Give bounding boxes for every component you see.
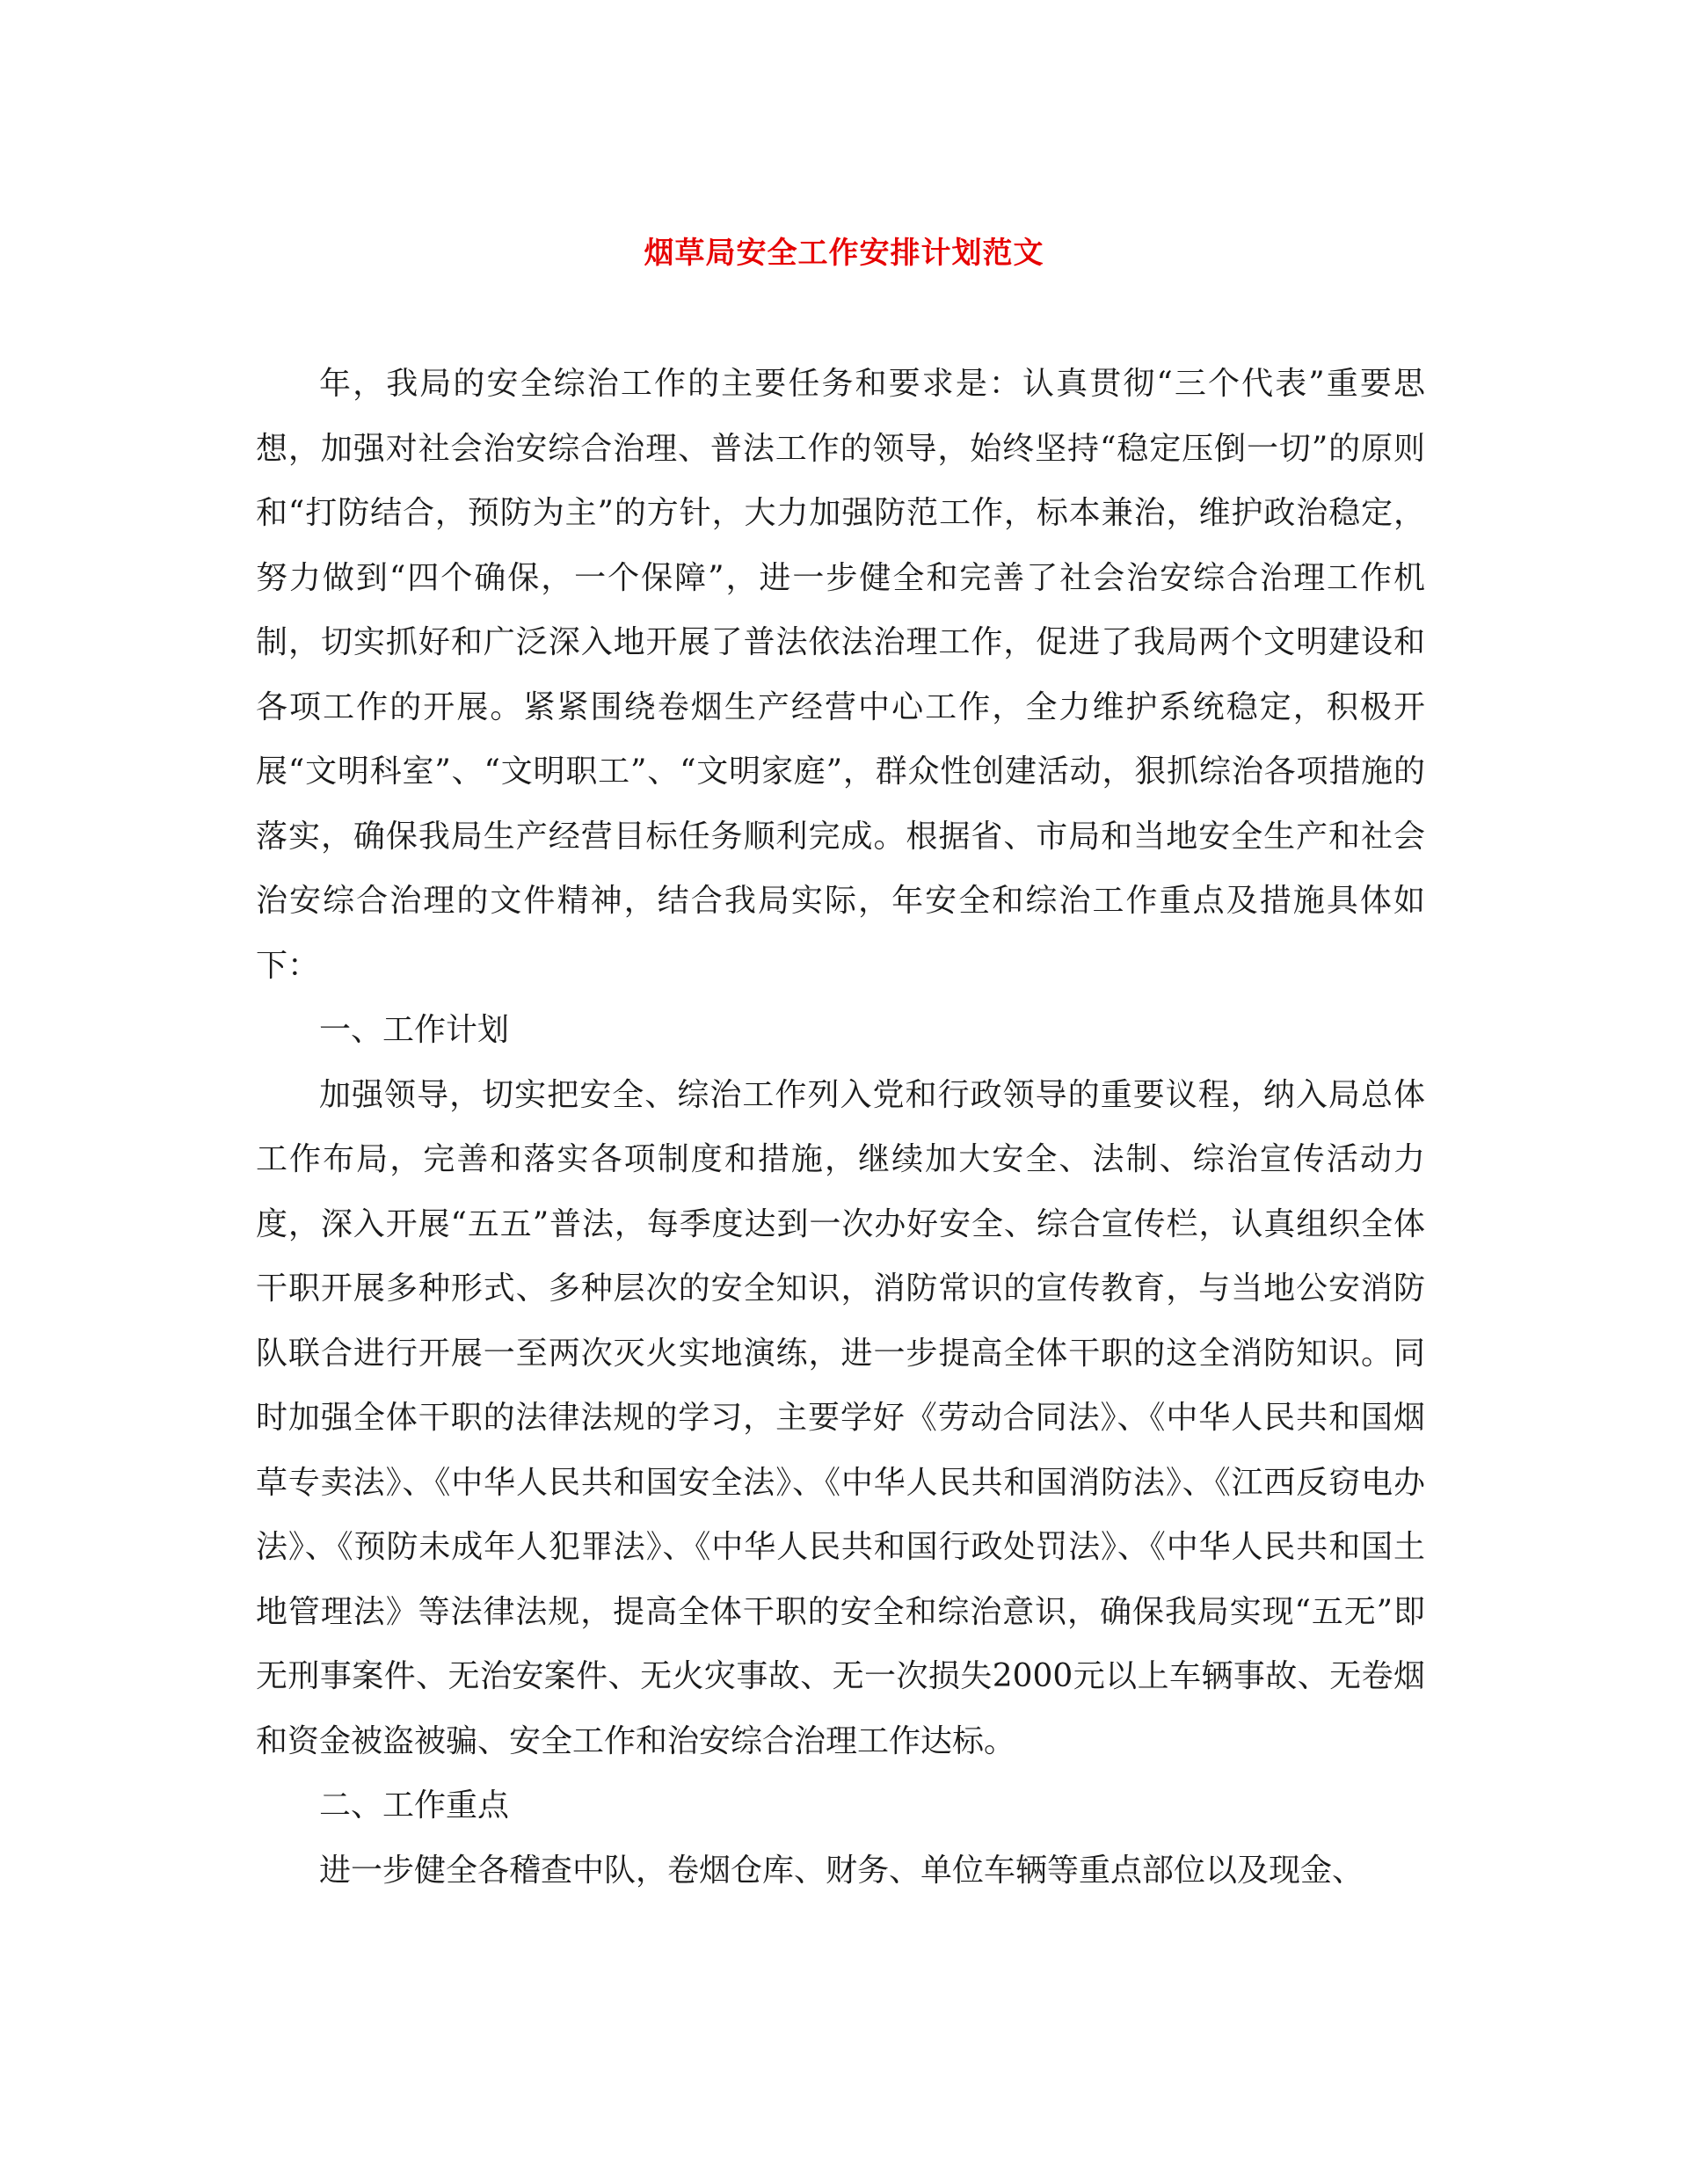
- document-body: [256, 352, 1425, 1903]
- paragraph-work-focus: 进一步健全各稽查中队，卷烟仓库、财务、单位车辆等重点部位以及现金、: [319, 1852, 1364, 1889]
- section-heading-work-focus: 二、工作重点: [319, 1787, 510, 1824]
- document-title: 烟草局安全工作安排计划范文: [644, 236, 1044, 271]
- paragraph-intro: 年，我局的安全综治工作的主要任务和要求是：认真贯彻“三个代表”重要思想，加强对社会治安综合治理、普法工作的领导，始终坚持“稳定压倒一切”的原则和“打防结合，预防为主”的方针，大力加强防范工作，标本兼治，维护政治稳定，努力做到“四个确保，一个保障”，进一步健全和完善了社会治安综合治理工作机制，切实抓好和广泛深入地开展了普法依法治理工作，促进了我局两个文明建设和各项工作的开展。紧紧围绕卷烟生产经营中心工作，全力维护系统稳定，积极开展“文明科室”、“文明职工”、“文明家庭”，群众性创建活动，狠抓综治各项措施的落实，确保我局生产经营目标任务顺利完成。根据省、市局和当地安全生产和社会治安综合治理的文件精神，结合我局实际，年安全和综治工作重点及措施具体如下：: [256, 366, 1425, 984]
- paragraph-work-plan: 加强领导，切实把安全、综治工作列入党和行政领导的重要议程，纳入局总体工作布局，完善和落实各项制度和措施，继续加大安全、法制、综治宣传活动力度，深入开展“五五”普法，每季度达到一次办好安全、综合宣传栏，认真组织全体干职开展多种形式、多种层次的安全知识，消防常识的宣传教育，与当地公安消防队联合进行开展一至两次灭火实地演练，进一步提高全体干职的这全消防知识。同时加强全体干职的法律法规的学习，主要学好《劳动合同法》、《中华人民共和国烟草专卖法》、《中华人民共和国安全法》、《中华人民共和国消防法》、《江西反窃电办法》、《预防未成年人犯罪法》、《中华人民共和国行政处罚法》、《中华人民共和国土地管理法》等法律法规，提高全体干职的安全和综治意识，确保我局实现“五无”即无刑事案件、无治安案件、无火灾事故、无一次损失2000元以上车辆事故、无卷烟和资金被盗被骗、安全工作和治安综合治理工作达标。: [256, 1076, 1425, 1759]
- section-heading-work-plan: 一、工作计划: [319, 1012, 510, 1048]
